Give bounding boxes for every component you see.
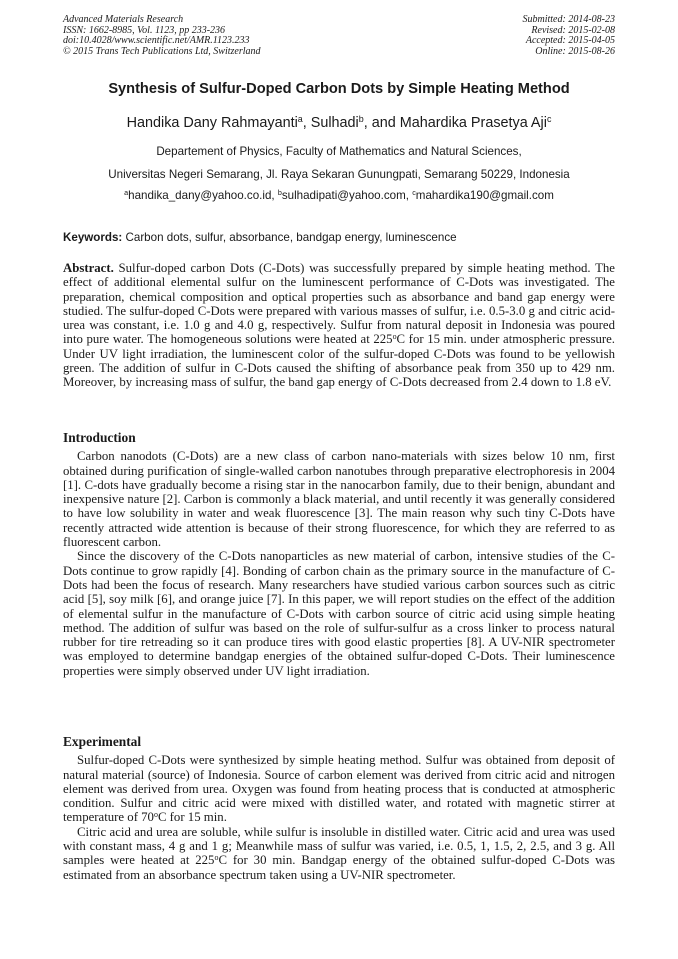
keywords: [63, 231, 615, 244]
email-3-marker: c: [412, 188, 416, 198]
date-online: Online: 2015-08-26: [535, 45, 615, 57]
journal-name: Advanced Materials Research: [63, 14, 184, 25]
degree-symbol: o: [214, 853, 219, 863]
email-2: sulhadipati@yahoo.com,: [281, 189, 413, 202]
author-3-name: Mahardika Prasetya Aji: [399, 115, 547, 131]
degree-symbol: o: [392, 332, 397, 342]
abstract-text-2: C for 15 min. under atmospheric pressure. Under UV light irradiation, the luminescent color of the sulfur-doped C-Dots was found to be yellowish green. The addition of sulfur in C-Dots caused the shifting of absorbance peak from 350 up to 429 nm. Moreover, by increasing mass of sulfur, the band gap energy of C-Dots decreased from 2.4 down to 1.8 eV.: [63, 332, 615, 390]
introduction-heading: Introduction: [63, 430, 136, 445]
journal-info: [63, 15, 261, 57]
paper-title: Synthesis of Sulfur-Doped Carbon Dots by Simple Heating Method: [108, 81, 570, 97]
journal-issn: ISSN: 1662-8985, Vol. 1123, pp 233-236: [63, 24, 226, 36]
email-2-marker: b: [277, 188, 282, 198]
experimental-p1-text-b: C for 15 min.: [157, 810, 227, 825]
abstract-section: [63, 261, 615, 390]
abstract-paragraph: [63, 261, 615, 390]
experimental-paragraph-2: [63, 825, 615, 882]
introduction-paragraph-2: Since the discovery of the C-Dots nanoparticles as new material of carbon, intensive studies of the C-Dots continue to grow rapidly [4]. Bonding of carbon chain as the primary source in the manufacture of C-Dots had been the focus of research. Many researchers have studied various carbon sources such as citric acid [5], soy milk [6], and orange juice [7]. In this paper, we will report studies on the effect of the addition of elemental sulfur in the manufacture of C-Dots with carbon source of citric acid using simple heating method. The addition of sulfur was based on the role of sulfur-sulfur as a cross linker to process natural rubber for tire retreading so it can produce tires with good elastic properties [8]. A UV-NIR spectrometer was employed to determine bandgap energies of the obtained sulfur-doped C-Dots. Their luminescence properties were simply observed under UV light irradiation.: [63, 549, 615, 678]
experimental-p2-text-a: Citric acid and urea are soluble, while sulfur is insoluble in distilled water. Citric acid and urea was used with constant mass, 4 g and 1 g; Meanwhile mass of sulfur was varied, i.e. 0.5, 1, 1.5, 2, 2.5, and 3 g. All samples were heated at 225: [63, 824, 615, 868]
experimental-section: [63, 735, 615, 882]
keywords-text: Carbon dots, sulfur, absorbance, bandgap energy, luminescence: [122, 231, 457, 244]
journal-copyright: © 2015 Trans Tech Publications Ltd, Switzerland: [63, 45, 261, 57]
author-2-marker: b: [358, 114, 364, 125]
experimental-heading: Experimental: [63, 734, 142, 749]
abstract-text-1: Sulfur-doped carbon Dots (C-Dots) was successfully prepared by simple heating method. The effect of additional elemental sulfur on the luminescent performance of C-Dots was investigated. The preparation, chemical composition and optical properties such as absorbance and band gap energy were studied. The sulfur-doped C-Dots were prepared with various masses of sulfur, i.e. 0.5-3.0 g and citric acid-urea was constant, i.e. 1.0 g and 4.0 g, respectively. Sulfur from natural deposit in Indonesia was poured into pure water. The homogeneous solutions were heated at 225: [63, 261, 615, 347]
submission-dates: [523, 15, 616, 57]
author-3-marker: c: [546, 114, 552, 125]
author-emails: [0, 189, 678, 202]
date-revised: Revised: 2015-02-08: [531, 24, 615, 36]
date-accepted: Accepted: 2015-04-05: [525, 35, 615, 46]
affiliation-line-1: Departement of Physics, Faculty of Mathematics and Natural Sciences,: [156, 145, 522, 158]
author-list: Handika Dany Rahmayanti$^a$, Sulhadi$^b$, and Mahardika Prasetya Aji$^c$: [126, 114, 552, 131]
affiliation-line-2: Universitas Negeri Semarang, Jl. Raya Sekaran Gunungpati, Semarang 50229, Indonesia: [108, 168, 570, 181]
date-submitted: Submitted: 2014-08-23: [522, 14, 615, 25]
introduction-section: [63, 431, 615, 678]
keywords-label: Keywords:: [63, 231, 123, 244]
author-2-name: Sulhadi: [310, 115, 359, 131]
experimental-p1-text-a: Sulfur-doped C-Dots were synthesized by simple heating method. Sulfur was obtained from deposit of natural material (source) of Indonesia. Source of carbon element was derived from citric acid and nitrogen element was derived from urea. Oxygen was found from heating process that is conducted at atmospheric condition. Sulfur and citric acid were mixed with distilled water, and rotated with magnetic stirrer at temperature of 70: [63, 753, 615, 825]
introduction-paragraph-1: Carbon nanodots (C-Dots) are a new class of carbon nano-materials with sizes below 10 nm, first obtained during purification of single-walled carbon nanotubes through preparative electrophoresis in 2004 [1]. C-dots have gradually become a rising star in the nanocarbon family, due to their benign, abundant and inexpensive nature [2]. Carbon is commonly a black material, and until recently it was generally considered to have low solubility in water and weak fluorescence [3]. The main reason why such tiny C-Dots have recently attracted wide attention is because of their strong fluorescence, for which they are referred to as fluorescent carbon.: [63, 449, 615, 550]
abstract-label: Abstract.: [63, 261, 114, 275]
email-3: mahardika190@gmail.com: [415, 189, 554, 202]
experimental-paragraph-1: [63, 753, 615, 824]
email-1: handika_dany@yahoo.co.id,: [128, 189, 278, 202]
email-1-marker: a: [124, 188, 129, 198]
journal-doi: doi:10.4028/www.scientific.net/AMR.1123.233: [63, 35, 250, 46]
experimental-p2-text-b: C for 30 min. Bandgap energy of the obtained sulfur-doped C-Dots was estimated from an absorbance spectrum taken using a UV-NIR spectrometer.: [63, 853, 615, 882]
author-1-name: Handika Dany Rahmayanti: [126, 115, 298, 131]
author-separator: , and: [363, 115, 400, 131]
author-1-marker: a: [297, 114, 303, 125]
degree-symbol: o: [153, 810, 158, 820]
